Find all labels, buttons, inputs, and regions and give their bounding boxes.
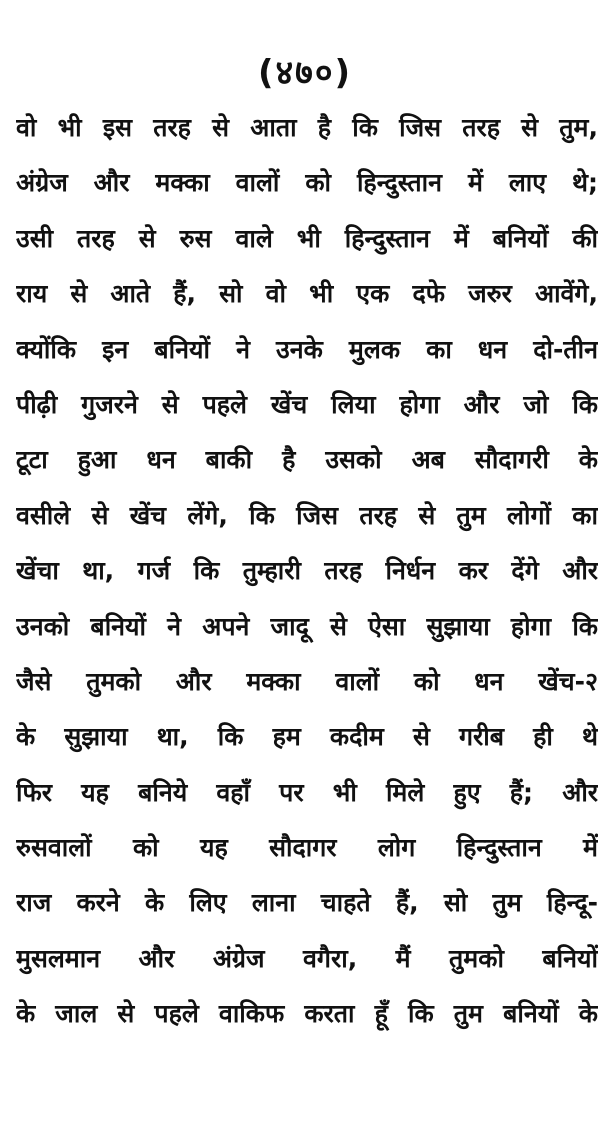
text-line: फिर यह बनिये वहाँ पर भी मिले हुए हैं; और	[16, 777, 598, 807]
text-line: खेंचा था, गर्ज कि तुम्हारी तरह निर्धन कर देंगे और	[16, 556, 598, 586]
text-line: राज करने के लिए लाना चाहते हैं, सो तुम हिन्दू-	[16, 888, 598, 918]
text-line: मुसलमान और अंग्रेज वगैरा, मैं तुमको बनियों	[16, 943, 598, 973]
text-line: उनको बनियों ने अपने जादू से ऐसा सुझाया होगा कि	[16, 611, 598, 641]
text-line: क्योंकि इन बनियों ने उनके मुलक का धन दो-तीन	[16, 334, 598, 364]
text-line: राय से आते हैं, सो वो भी एक दफे जरुर आवेंगे,	[16, 279, 598, 309]
text-line: के जाल से पहले वाकिफ करता हूँ कि तुम बनियों के	[16, 999, 598, 1029]
text-line: रुसवालों को यह सौदागर लोग हिन्दुस्तान में	[16, 833, 598, 863]
text-line: जैसे तुमको और मक्का वालों को धन खेंच-२	[16, 666, 598, 696]
text-line: वसीले से खेंच लेंगे, कि जिस तरह से तुम लोगों का	[16, 500, 598, 530]
text-line: उसी तरह से रुस वाले भी हिन्दुस्तान में बनियों की	[16, 223, 598, 253]
text-line: वो भी इस तरह से आता है कि जिस तरह से तुम,	[16, 113, 598, 142]
text-line: टूटा हुआ धन बाकी है उसको अब सौदागरी के	[16, 445, 598, 475]
page-number: (४७०)	[257, 53, 353, 93]
text-line: के सुझाया था, कि हम कदीम से गरीब ही थे	[16, 722, 598, 752]
body-text	[16, 100, 598, 1042]
text-line: पीढ़ी गुजरने से पहले खेंच लिया होगा और जो कि	[16, 389, 598, 419]
text-line: अंग्रेज और मक्का वालों को हिन्दुस्तान में लाए थे;	[16, 168, 598, 198]
